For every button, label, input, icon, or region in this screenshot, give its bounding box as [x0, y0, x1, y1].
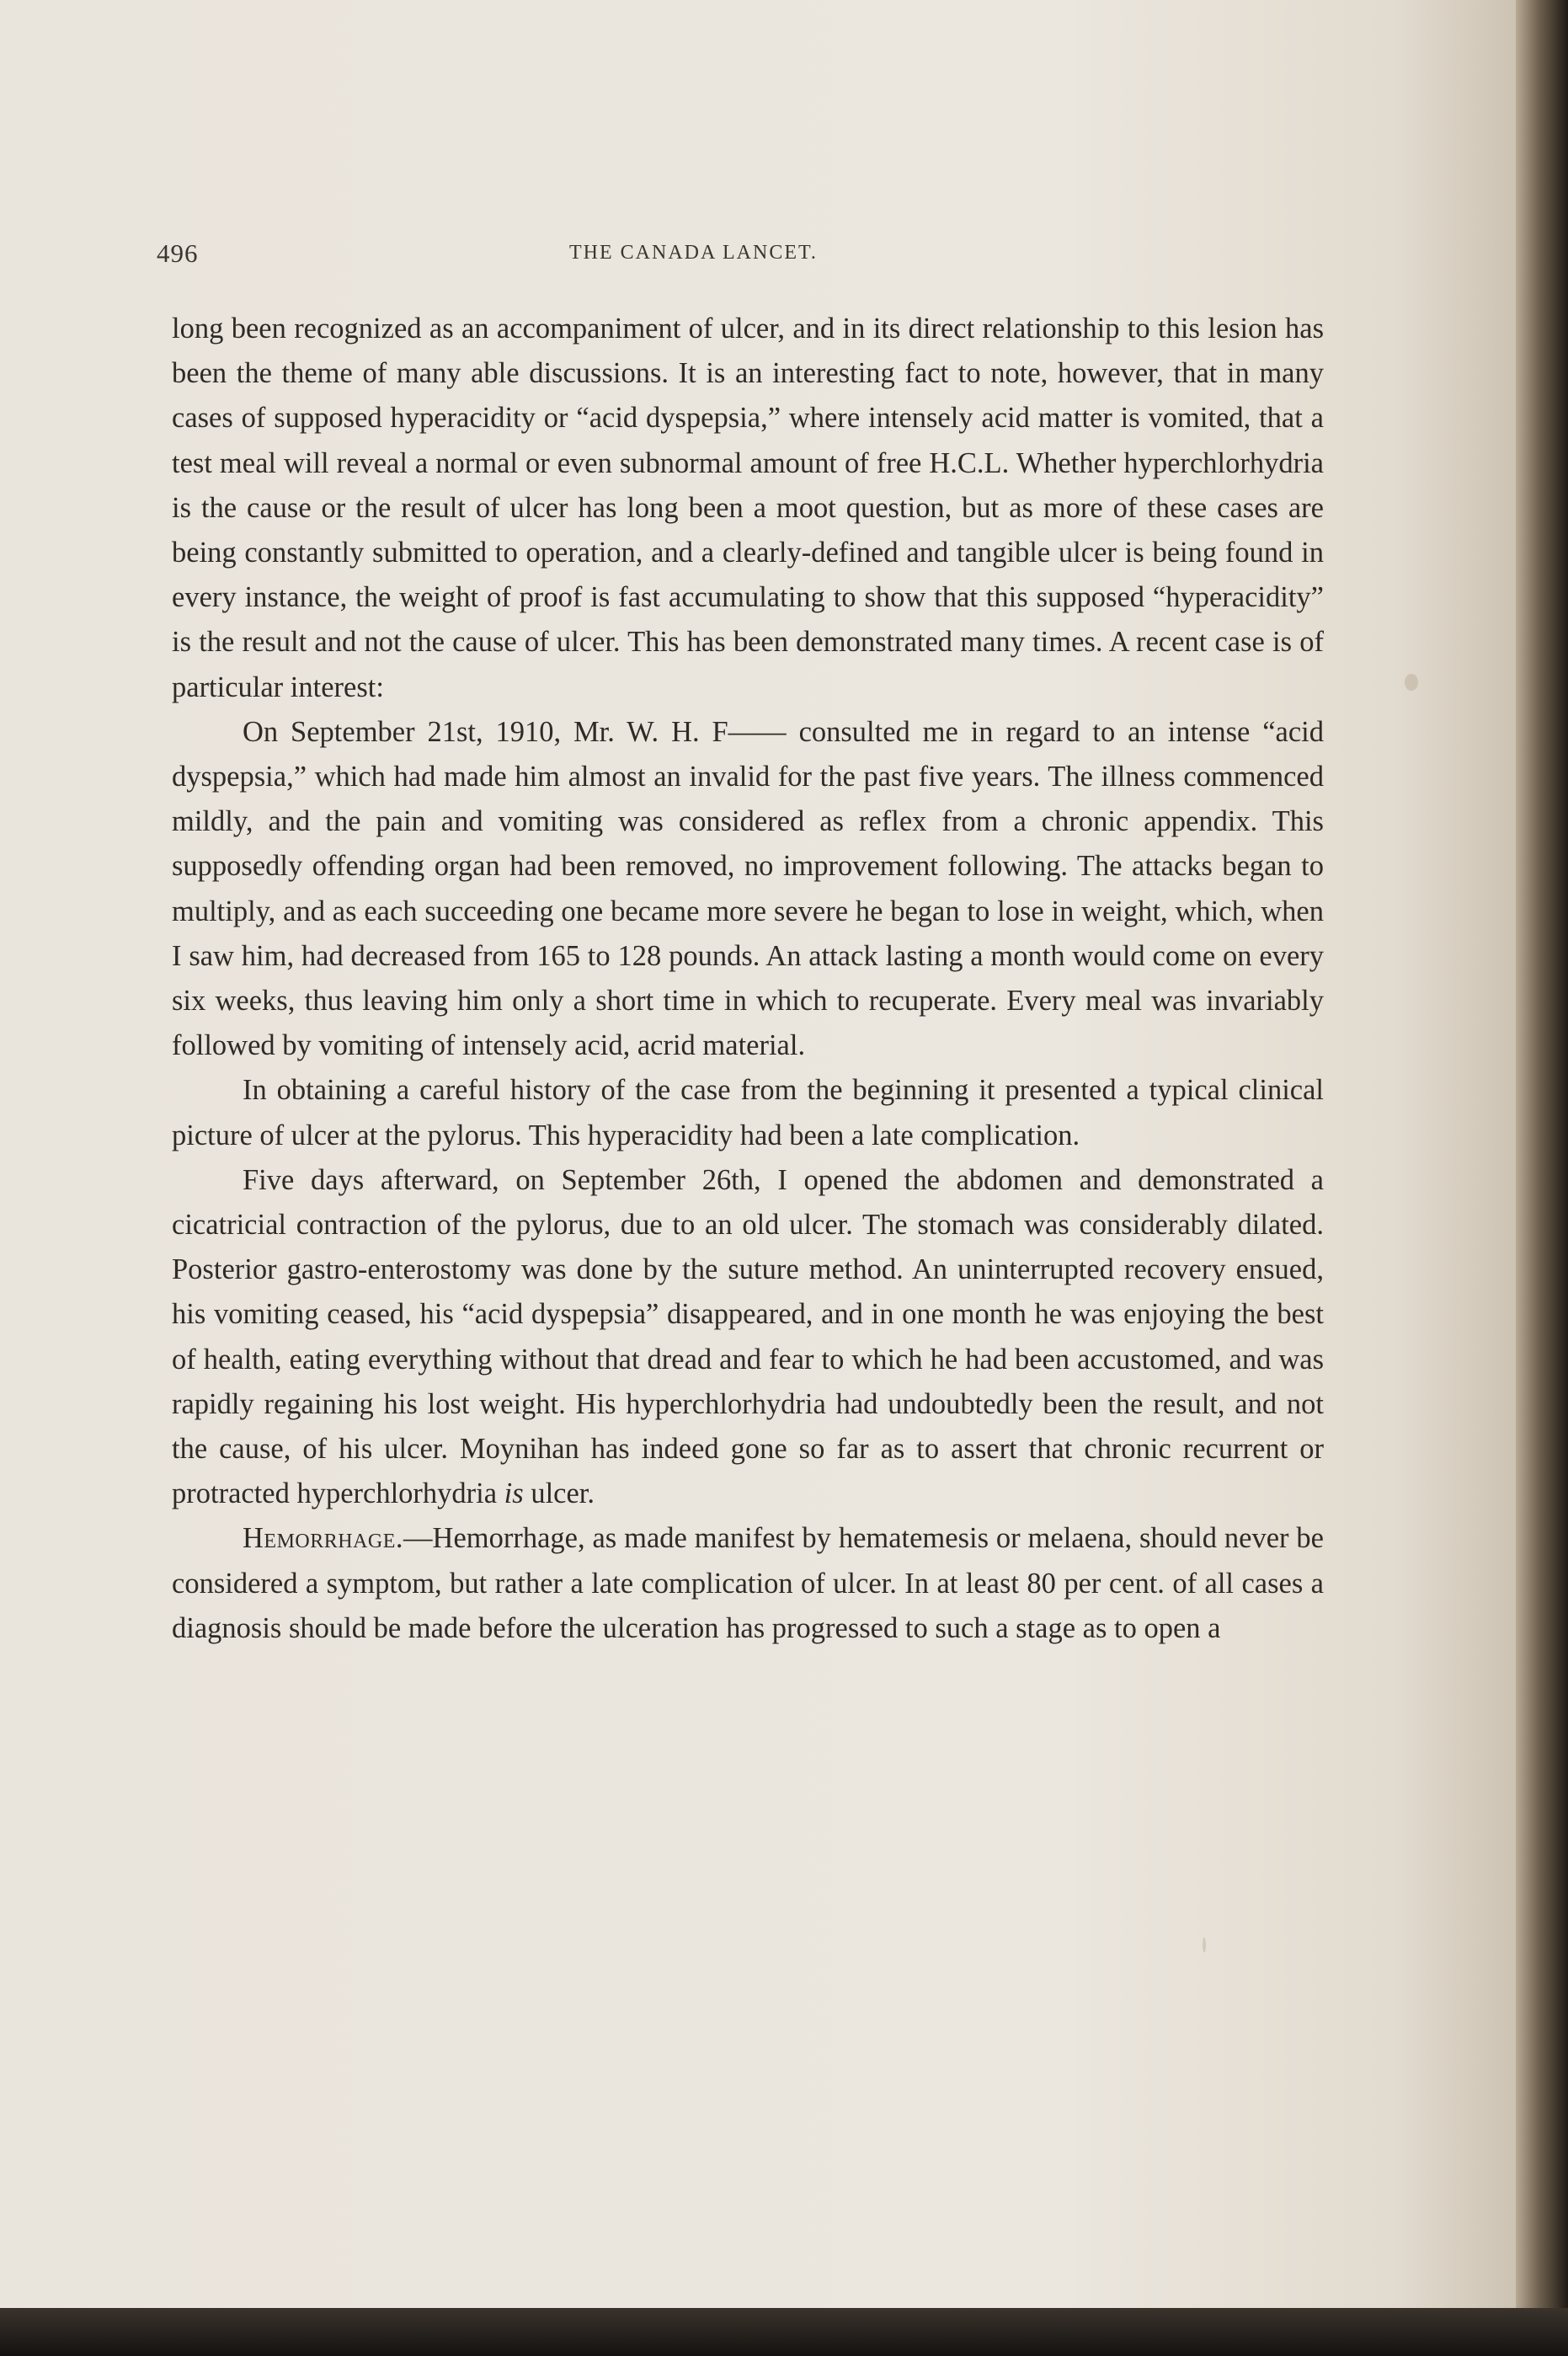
paragraph-clinical-picture: In obtaining a careful history of the case from the beginning it presented a typical clinical picture of ulcer at the pylorus. This hyperacidity had been a late complication.: [172, 1074, 1324, 1151]
page-bottom-shadow: [0, 2308, 1568, 2356]
emphasis-is: is: [504, 1477, 524, 1510]
page-number: 496: [157, 238, 199, 268]
paragraph-operation-end: ulcer.: [523, 1477, 595, 1510]
paper-mark: [1203, 1937, 1206, 1953]
article-body: [172, 307, 1324, 1651]
journal-title: THE CANADA LANCET.: [569, 242, 818, 264]
paragraph-operation: [172, 1158, 1324, 1517]
paragraph-operation-text: Five days afterward, on September 26th, I opened the abdomen and demonstrated a cicatricial contraction of the pylorus, due to an old ulcer. The stomach was considerably dilated. Posterior gastro-enterostomy was done by the suture method. An uninterrupted recovery ensued, his vomiting ceased, his “acid dyspepsia” disappeared, and in one month he was enjoying the best of health, eating everything without that dread and fear to which he had been accustomed, and was rapidly regaining his lost weight. His hyperchlorhydria had undoubtedly been the result, and not the cause, of his ulcer. Moynihan has indeed gone so far as to assert that chronic recurrent or protracted hyperchlorhydria: [172, 1163, 1324, 1510]
running-head: [157, 238, 1319, 272]
paragraph-case-history: On September 21st, 1910, Mr. W. H. F—— consulted me in regard to an intense “acid dyspepsia,” which had made him almost an invalid for the past five years. The illness commenced mildly, and the pain and vomiting was considered as reflex from a chronic appendix. This supposedly offending organ had been removed, no improvement following. The attacks began to multiply, and as each succeeding one became more severe he began to lose in weight, which, when I saw him, had decreased from 165 to 128 pounds. An attack lasting a month would come on every six weeks, thus leaving him only a short time in which to recuperate. Every meal was invariably followed by vomiting of intensely acid, acrid material.: [172, 715, 1324, 1062]
paragraph-hemorrhage-text: —Hemorrhage, as made manifest by hematemesis or melaena, should never be considered a symptom, but rather a late complication of ulcer. In at least 80 per cent. of all cases a diagnosis should be made before the ulceration has progressed to such a stage as to open a: [172, 1522, 1324, 1644]
section-heading-hemorrhage: Hemorrhage.: [243, 1522, 404, 1555]
paper-stain: [1405, 674, 1418, 691]
paragraph-hemorrhage: [172, 1516, 1324, 1651]
book-binding-edge: [1516, 0, 1568, 2356]
paragraph-continued: long been recognized as an accompaniment of ulcer, and in its direct relationship to this lesion has been the theme of many able discussions. It is an interesting fact to note, however, that in many cases of supposed hyperacidity or “acid dyspepsia,” where intensely acid matter is vomited, that a test meal will reveal a normal or even subnormal amount of free H.C.L. Whether hyperchlorhydria is the cause or the result of ulcer has long been a moot question, but as more of these cases are being constantly submitted to operation, and a clearly-defined and tangible ulcer is being found in every instance, the weight of proof is fast accumulating to show that this supposed “hyperacidity” is the result and not the cause of ulcer. This has been demonstrated many times. A recent case is of particular interest:: [172, 313, 1324, 703]
